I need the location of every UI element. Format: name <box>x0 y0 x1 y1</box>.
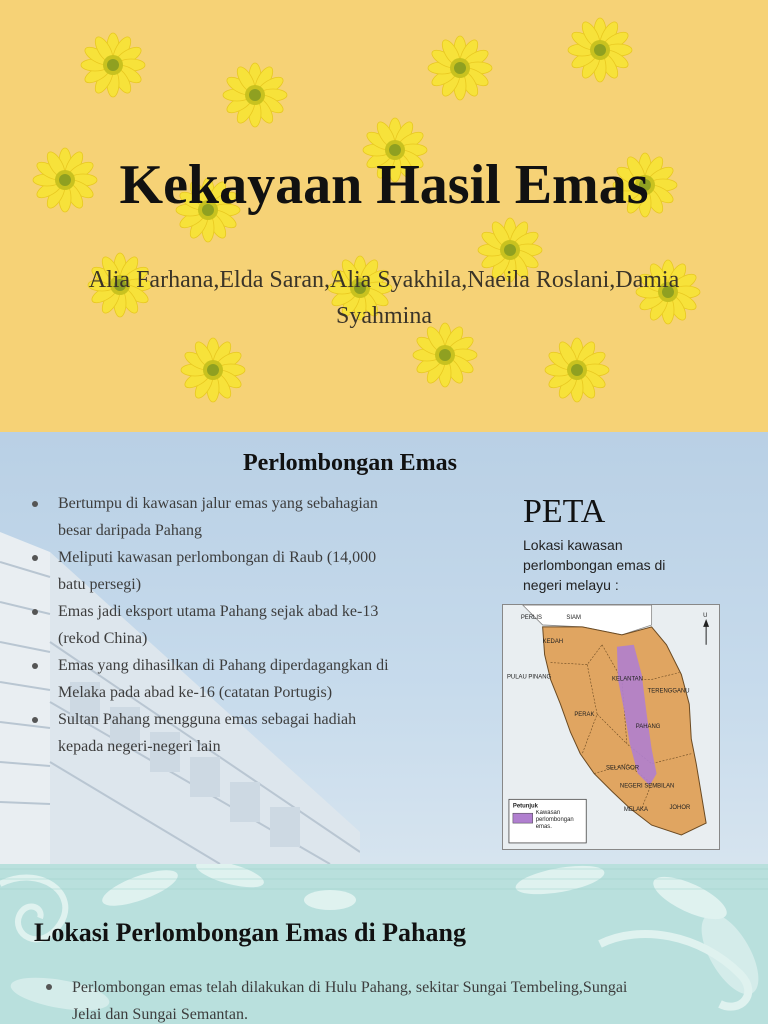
list-item: Emas yang dihasilkan di Pahang diperdagangkan di Melaka pada abad ke-16 (catatan Portugis) <box>30 652 390 706</box>
list-item: Sultan Pahang mengguna emas sebagai hadiah kepada negeri-negeri lain <box>30 706 390 760</box>
map-legend <box>509 799 586 843</box>
list-item: Meliputi kawasan perlombongan di Raub (14,000 batu persegi) <box>30 544 390 598</box>
label-negeri-sembilan: NEGERI SEMBILAN <box>619 783 675 790</box>
flower-icon <box>81 33 145 97</box>
label-kelantan: KELANTAN <box>611 676 643 683</box>
label-perlis: PERLIS <box>520 615 542 621</box>
label-pahang: PAHANG <box>635 723 661 730</box>
list-item: Bertumpu di kawasan jalur emas yang sebahagian besar daripada Pahang <box>30 490 390 544</box>
bullet-list <box>40 974 660 1024</box>
bullet-icon <box>32 501 38 507</box>
section-heading: Lokasi Perlombongan Emas di Pahang <box>34 918 466 947</box>
flower-icon <box>428 36 492 100</box>
flower-icon <box>181 338 245 402</box>
flower-icon <box>545 338 609 402</box>
slide-authors: Alia Farhana,Elda Saran,Alia Syakhila,Naeila Roslani,Damia Syahmina <box>88 267 680 329</box>
label-north: U <box>703 613 708 620</box>
bullet-icon <box>46 984 52 990</box>
bullet-icon <box>32 717 38 723</box>
label-perak: PERAK <box>574 712 595 719</box>
peninsula-map <box>502 604 720 850</box>
gold-mining-slide <box>0 432 768 864</box>
section-heading: Perlombongan Emas <box>242 450 457 476</box>
bullet-icon <box>32 555 38 561</box>
label-pulau-pinang: PULAU PINANG <box>506 674 552 681</box>
label-selangor: SELANGOR <box>606 765 640 772</box>
legend-title: Petunjuk <box>512 803 538 810</box>
list-item: Emas jadi eksport utama Pahang sejak abad ke-13 (rekod China) <box>30 598 390 652</box>
flower-icon <box>568 18 632 82</box>
map-description: Lokasi kawasan perlombongan emas di negeri melayu : <box>523 537 666 593</box>
bullet-icon <box>32 609 38 615</box>
label-kedah: KEDAH <box>542 638 564 645</box>
flower-icon <box>223 63 287 127</box>
location-slide <box>0 864 768 1024</box>
legend-label: Kawasan perlombongan emas. <box>535 810 574 831</box>
bullet-icon <box>32 663 38 669</box>
slide-title: Kekayaan Hasil Emas <box>119 154 649 216</box>
title-slide <box>0 0 768 432</box>
list-item: Perlombongan emas telah dilakukan di Hulu Pahang, sekitar Sungai Tembeling,Sungai Jelai dan Sungai Semantan. <box>40 974 660 1024</box>
map-title: PETA <box>523 493 606 530</box>
bullet-list <box>30 490 390 760</box>
label-terengganu: TERENGGANU <box>647 688 690 695</box>
label-siam: SIAM <box>566 615 581 621</box>
label-melaka: MELAKA <box>623 807 648 814</box>
label-johor: JOHOR <box>669 805 691 812</box>
legend-swatch <box>513 813 533 823</box>
